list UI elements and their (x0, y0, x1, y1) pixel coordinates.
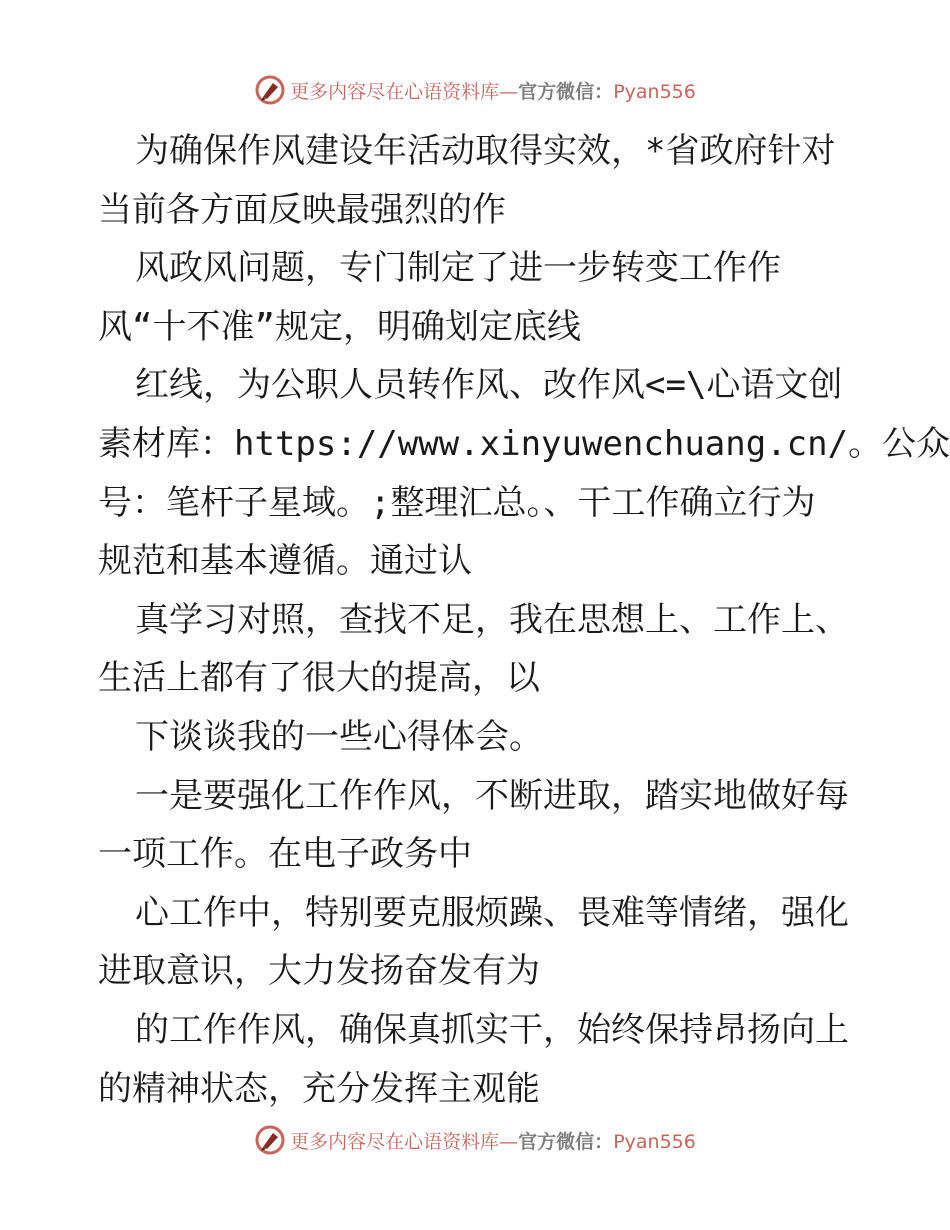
body-line: 的工作作风，确保真抓实干，始终保持昂扬向上 (135, 1009, 849, 1050)
body-line: 一项工作。在电子政务中 (98, 834, 472, 875)
header-banner (0, 70, 950, 110)
body-line: 心工作中，特别要克服烦躁、畏难等情绪，强化 (135, 892, 849, 933)
pen-nib-logo-icon (254, 74, 286, 106)
footer-banner-text (290, 1127, 696, 1154)
footer-account: Pyan556 (613, 1130, 696, 1153)
pen-nib-logo-icon (254, 1124, 286, 1156)
body-line: 的精神状态，充分发挥主观能 (98, 1068, 540, 1109)
body-line: 下谈谈我的一些心得体会。 (135, 716, 543, 757)
body-line: 当前各方面反映最强烈的作 (98, 189, 506, 230)
body-line: 生活上都有了很大的提高，以 (98, 658, 540, 699)
body-line: 一是要强化工作作风，不断进取，踏实地做好每 (135, 775, 849, 816)
footer-site-text: 更多内容尽在心语资料库 (290, 1130, 500, 1153)
header-banner-text (290, 77, 696, 104)
body-line: 素材库：https://www.xinyuwenchuang.cn/。公众 (98, 423, 950, 464)
header-separator: — (499, 80, 519, 103)
body-line: 号：笔杆子星域。;整理汇总。、干工作确立行为 (98, 482, 816, 523)
body-line: 风政风问题，专门制定了进一步转变工作作 (135, 248, 781, 289)
header-account: Pyan556 (613, 80, 696, 103)
body-line: 风“十不准”规定，明确划定底线 (98, 306, 581, 347)
footer-wechat-label: 官方微信： (518, 1130, 614, 1153)
header-site-text: 更多内容尽在心语资料库 (290, 80, 500, 103)
body-line: 进取意识，大力发扬奋发有为 (98, 951, 540, 992)
body-line: 红线，为公职人员转作风、改作风<=\心语文创 (135, 365, 843, 406)
body-text (98, 122, 950, 1118)
body-line: 规范和基本遵循。通过认 (98, 541, 472, 582)
footer-separator: — (499, 1130, 519, 1153)
body-line: 为确保作风建设年活动取得实效，*省政府针对 (135, 131, 836, 171)
footer-banner (0, 1120, 950, 1160)
header-wechat-label: 官方微信： (518, 80, 614, 103)
body-line: 真学习对照，查找不足，我在思想上、工作上、 (135, 599, 849, 640)
